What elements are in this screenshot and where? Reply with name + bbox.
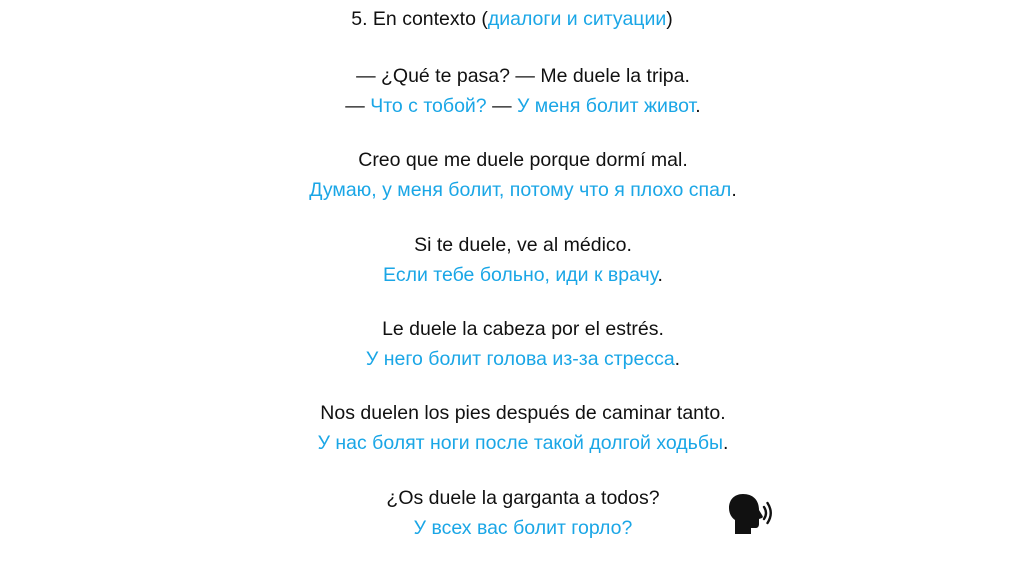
example-period: . bbox=[731, 179, 737, 201]
dialogue-dash: — bbox=[345, 95, 371, 117]
example-period: . bbox=[674, 348, 681, 370]
example-spanish: Creo que me duele porque dormí mal. bbox=[358, 149, 688, 171]
example-spanish: Nos duelen los pies después de caminar tanto. bbox=[320, 402, 726, 424]
slide-heading bbox=[0, 7, 1024, 31]
example-russian-text: У всех вас болит горло? bbox=[413, 517, 633, 539]
example-russian-text: У него болит голова из-за стресса bbox=[365, 348, 675, 370]
example-russian bbox=[0, 347, 1024, 371]
example-russian-text: Думаю, у меня болит, потому что я плохо спал bbox=[309, 179, 732, 201]
example-period: . bbox=[657, 264, 663, 286]
example-russian-text: Если тебе больно, иди к врачу bbox=[383, 264, 658, 286]
example-russian bbox=[0, 178, 1024, 202]
example-russian bbox=[0, 431, 1024, 455]
example-russian bbox=[0, 263, 1024, 287]
dialogue-dash: — bbox=[486, 95, 517, 117]
dialogue-russian bbox=[0, 94, 1024, 118]
heading-prefix: 5. En contexto ( bbox=[351, 8, 488, 30]
heading-highlight: диалоги и ситуации bbox=[487, 8, 667, 30]
example-russian-text: У нас болят ноги после такой долгой ходьбы bbox=[317, 432, 723, 454]
dialogue-period: . bbox=[695, 95, 701, 117]
example-spanish: Le duele la cabeza por el estrés. bbox=[382, 318, 664, 340]
speaking-head-icon bbox=[726, 492, 776, 536]
example-russian bbox=[0, 516, 1024, 540]
example-spanish: Si te duele, ve al médico. bbox=[414, 234, 632, 256]
dialogue-ru-answer: У меня болит живот bbox=[517, 95, 696, 117]
heading-suffix: ) bbox=[666, 8, 673, 30]
example-period: . bbox=[723, 432, 729, 454]
dialogue-ru-question: Что с тобой? bbox=[370, 95, 487, 117]
dialogue-spanish: — ¿Qué te pasa? — Me duele la tripa. bbox=[356, 65, 690, 87]
example-spanish: ¿Os duele la garganta a todos? bbox=[386, 487, 660, 509]
